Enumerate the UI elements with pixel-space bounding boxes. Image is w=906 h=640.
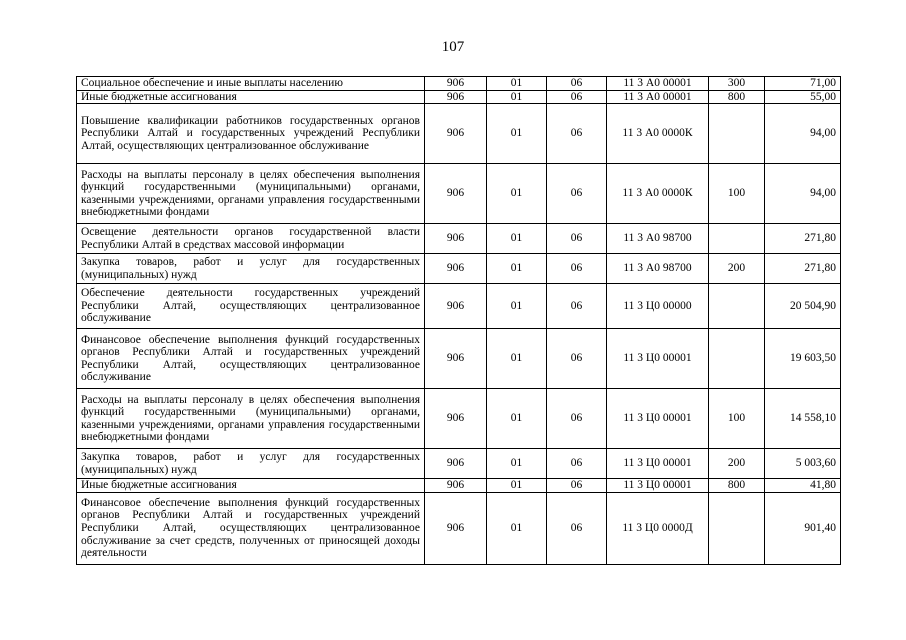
row-name: Иные бюджетные ассигнования bbox=[77, 90, 425, 104]
row-name: Закупка товаров, работ и услуг для государственных (муниципальных) нужд bbox=[77, 254, 425, 284]
row-expense-type bbox=[709, 104, 765, 164]
row-amount: 71,00 bbox=[765, 77, 841, 91]
row-amount: 55,00 bbox=[765, 90, 841, 104]
row-target: 11 3 Ц0 00000 bbox=[607, 284, 709, 329]
row-expense-type: 800 bbox=[709, 90, 765, 104]
row-subsection: 06 bbox=[547, 479, 607, 493]
row-expense-type bbox=[709, 492, 765, 564]
table-row bbox=[77, 329, 841, 389]
row-name: Финансовое обеспечение выполнения функций государственных органов Республики Алтай и государственных учреждений Республики Алтай, осуществляющих централизованное обслуживание bbox=[77, 329, 425, 389]
row-target: 11 3 А0 00001 bbox=[607, 77, 709, 91]
row-section: 01 bbox=[487, 329, 547, 389]
row-section: 01 bbox=[487, 164, 547, 224]
row-subsection: 06 bbox=[547, 449, 607, 479]
row-name: Социальное обеспечение и иные выплаты населению bbox=[77, 77, 425, 91]
row-amount: 14 558,10 bbox=[765, 389, 841, 449]
row-subsection: 06 bbox=[547, 77, 607, 91]
table-row bbox=[77, 479, 841, 493]
row-subsection: 06 bbox=[547, 389, 607, 449]
row-expense-type: 100 bbox=[709, 164, 765, 224]
row-amount: 41,80 bbox=[765, 479, 841, 493]
row-subsection: 06 bbox=[547, 492, 607, 564]
row-section: 01 bbox=[487, 104, 547, 164]
row-amount: 901,40 bbox=[765, 492, 841, 564]
row-ministry: 906 bbox=[425, 104, 487, 164]
row-ministry: 906 bbox=[425, 164, 487, 224]
table-row bbox=[77, 104, 841, 164]
row-amount: 271,80 bbox=[765, 254, 841, 284]
row-amount: 19 603,50 bbox=[765, 329, 841, 389]
row-amount: 271,80 bbox=[765, 224, 841, 254]
table-row bbox=[77, 389, 841, 449]
row-name: Иные бюджетные ассигнования bbox=[77, 479, 425, 493]
row-name: Расходы на выплаты персоналу в целях обеспечения выполнения функций государственными (муниципальными) органами, казенными учреждениями, органами управления государственными внебюджетными фондами bbox=[77, 164, 425, 224]
row-target: 11 3 Ц0 00001 bbox=[607, 449, 709, 479]
row-target: 11 3 А0 00001 bbox=[607, 90, 709, 104]
row-expense-type bbox=[709, 224, 765, 254]
row-ministry: 906 bbox=[425, 254, 487, 284]
row-ministry: 906 bbox=[425, 329, 487, 389]
row-name: Финансовое обеспечение выполнения функций государственных органов Республики Алтай и государственных учреждений Республики Алтай, осуществляющих централизованное обслуживание за счет средств, полученных от приносящей доходы деятельности bbox=[77, 492, 425, 564]
row-target: 11 3 Ц0 00001 bbox=[607, 479, 709, 493]
row-subsection: 06 bbox=[547, 104, 607, 164]
table-row bbox=[77, 164, 841, 224]
row-ministry: 906 bbox=[425, 77, 487, 91]
row-target: 11 3 А0 98700 bbox=[607, 224, 709, 254]
row-ministry: 906 bbox=[425, 492, 487, 564]
row-expense-type: 300 bbox=[709, 77, 765, 91]
budget-table bbox=[76, 76, 841, 565]
row-amount: 94,00 bbox=[765, 104, 841, 164]
row-name: Освещение деятельности органов государственной власти Республики Алтай в средствах массовой информации bbox=[77, 224, 425, 254]
row-subsection: 06 bbox=[547, 90, 607, 104]
row-section: 01 bbox=[487, 284, 547, 329]
row-target: 11 3 Ц0 00001 bbox=[607, 389, 709, 449]
row-expense-type bbox=[709, 329, 765, 389]
page-number: 107 bbox=[441, 39, 465, 55]
row-ministry: 906 bbox=[425, 224, 487, 254]
row-target: 11 3 Ц0 00001 bbox=[607, 329, 709, 389]
table-row bbox=[77, 254, 841, 284]
row-expense-type: 200 bbox=[709, 254, 765, 284]
row-section: 01 bbox=[487, 254, 547, 284]
row-target: 11 3 Ц0 0000Д bbox=[607, 492, 709, 564]
row-ministry: 906 bbox=[425, 284, 487, 329]
row-target: 11 3 А0 98700 bbox=[607, 254, 709, 284]
row-amount: 5 003,60 bbox=[765, 449, 841, 479]
row-name: Повышение квалификации работников государственных органов Республики Алтай и государственных учреждений Республики Алтай, осуществляющих централизованное обслуживание bbox=[77, 104, 425, 164]
row-subsection: 06 bbox=[547, 254, 607, 284]
row-ministry: 906 bbox=[425, 389, 487, 449]
row-target: 11 3 А0 0000К bbox=[607, 104, 709, 164]
row-amount: 20 504,90 bbox=[765, 284, 841, 329]
table-row bbox=[77, 224, 841, 254]
row-subsection: 06 bbox=[547, 284, 607, 329]
row-section: 01 bbox=[487, 389, 547, 449]
row-section: 01 bbox=[487, 479, 547, 493]
row-section: 01 bbox=[487, 77, 547, 91]
table-row bbox=[77, 77, 841, 91]
row-subsection: 06 bbox=[547, 164, 607, 224]
row-expense-type: 800 bbox=[709, 479, 765, 493]
row-expense-type bbox=[709, 284, 765, 329]
table-row bbox=[77, 449, 841, 479]
row-section: 01 bbox=[487, 90, 547, 104]
row-ministry: 906 bbox=[425, 479, 487, 493]
row-expense-type: 200 bbox=[709, 449, 765, 479]
row-name: Обеспечение деятельности государственных учреждений Республики Алтай, осуществляющих централизованное обслуживание bbox=[77, 284, 425, 329]
row-subsection: 06 bbox=[547, 329, 607, 389]
row-target: 11 3 А0 0000К bbox=[607, 164, 709, 224]
row-subsection: 06 bbox=[547, 224, 607, 254]
row-ministry: 906 bbox=[425, 449, 487, 479]
table-row bbox=[77, 284, 841, 329]
row-expense-type: 100 bbox=[709, 389, 765, 449]
row-section: 01 bbox=[487, 224, 547, 254]
row-amount: 94,00 bbox=[765, 164, 841, 224]
row-ministry: 906 bbox=[425, 90, 487, 104]
table-row bbox=[77, 90, 841, 104]
row-section: 01 bbox=[487, 492, 547, 564]
row-name: Расходы на выплаты персоналу в целях обеспечения выполнения функций государственными (муниципальными) органами, казенными учреждениями, органами управления государственными внебюджетными фондами bbox=[77, 389, 425, 449]
row-section: 01 bbox=[487, 449, 547, 479]
table-row bbox=[77, 492, 841, 564]
row-name: Закупка товаров, работ и услуг для государственных (муниципальных) нужд bbox=[77, 449, 425, 479]
